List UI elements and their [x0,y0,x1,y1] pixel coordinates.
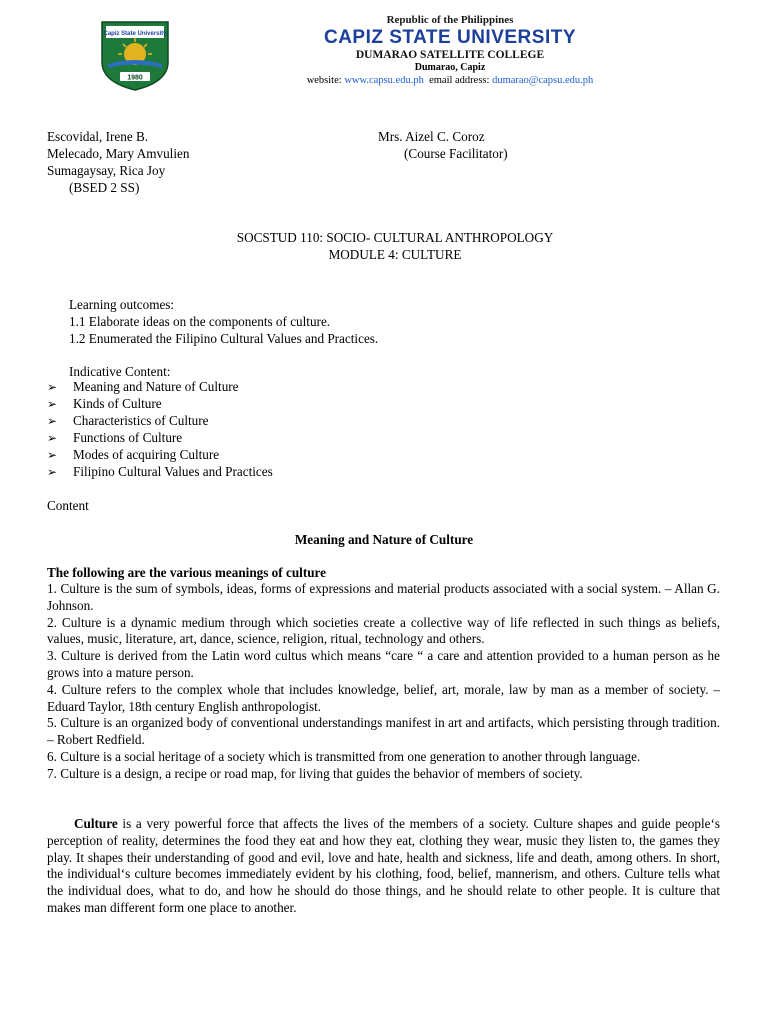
list-item-label: Kinds of Culture [73,395,162,411]
letterhead [230,14,670,87]
logo-year: 1980 [127,74,143,82]
meaning-item-4: 4. Culture refers to the complex whole that includes knowledge, belief, art, morale, law by man as a member of society. – Eduard Taylor, 18th century English anthropologist. [47,681,720,714]
facilitator-name: Mrs. Aizel C. Coroz [378,129,485,144]
town-line: Dumarao, Capiz [414,62,486,73]
list-item-label: Filipino Cultural Values and Practices [73,463,273,479]
meaning-item-3: 3. Culture is derived from the Latin word cultus which means “care “ a care and attention provided to a human person as he grows into a mature person. [47,648,720,680]
list-item [47,378,273,395]
author-2: Melecado, Mary Amvulien [47,146,190,161]
course-title: SOCSTUD 110: SOCIO- CULTURAL ANTHROPOLOGY [236,230,554,245]
list-item-label: Functions of Culture [73,429,183,445]
author-3: Sumagaysay, Rica Joy [47,163,166,178]
indicative-content-heading: Indicative Content: [69,364,171,379]
contact-line [230,74,670,87]
arrow-bullet-icon: ➢ [47,430,58,445]
website-link[interactable]: www.capsu.edu.ph [344,75,424,86]
list-item-label: Characteristics of Culture [73,412,209,428]
arrow-bullet-icon: ➢ [47,447,58,462]
content-label: Content [47,498,89,513]
learning-outcome-2: 1.2 Enumerated the Filipino Cultural Values and Practices. [69,331,379,346]
list-item [47,412,273,429]
indicative-content-list [47,378,273,480]
arrow-bullet-icon: ➢ [47,379,58,394]
republic-line: Republic of the Philippines [386,14,514,26]
meaning-item-7: 7. Culture is a design, a recipe or road map, for living that guides the behavior of members of society. [47,765,583,781]
arrow-bullet-icon: ➢ [47,413,58,428]
meaning-item-5: 5. Culture is an organized body of conventional understandings manifest in art and artifacts, which persisting through tradition. – Robert Redfield. [47,715,720,748]
culture-paragraph [47,816,720,917]
paragraph-lead: Culture [74,816,118,831]
meanings-list [47,581,720,783]
list-item [47,446,273,463]
arrow-bullet-icon: ➢ [47,396,58,411]
list-item [47,463,273,480]
arrow-bullet-icon: ➢ [47,464,58,479]
module-title: MODULE 4: CULTURE [328,247,462,262]
website-label: website: [306,75,345,86]
meaning-item-6: 6. Culture is a social heritage of a society which is transmitted from one generation to another through language. [47,748,641,764]
university-name: CAPIZ STATE UNIVERSITY [323,27,577,48]
list-item-label: Modes of acquiring Culture [73,446,220,462]
meanings-heading: The following are the various meanings of culture [47,565,327,580]
learning-outcome-1: 1.1 Elaborate ideas on the components of culture. [69,314,331,329]
paragraph-body: is a very powerful force that affects the lives of the members of a society. Culture shapes and guide people‘s perception of reality, determines the food they eat and how they eat, clothing they wear, music they listen to, the games they play. It shapes their understanding of good and evil, love and hate, health and sickness, life and death, among others. In short, the individual‘s culture becomes immediately evident by his clothing, food, belief, mannerism, and others. Culture tells what the individual does, what to do, and how he should do those things, and he should relate to other people. It is culture that makes man different form one place to another. [47,816,720,915]
author-1: Escovidal, Irene B. [47,129,149,144]
email-link[interactable]: dumarao@capsu.edu.ph [492,75,594,86]
section-title: Meaning and Nature of Culture [294,532,474,547]
author-section: (BSED 2 SS) [69,180,140,195]
logo-top-text: Capiz State University [103,31,167,37]
list-item-label: Meaning and Nature of Culture [73,378,239,394]
college-name: DUMARAO SATELLITE COLLEGE [355,49,545,61]
facilitator-role: (Course Facilitator) [404,146,508,161]
list-item [47,429,273,446]
learning-outcomes-heading: Learning outcomes: [69,297,175,312]
email-label: email address: [429,75,493,86]
university-seal-logo [98,18,172,92]
meaning-item-1: 1. Culture is the sum of symbols, ideas, forms of expressions and material products associated with a social system. – Allan G. Johnson. [47,581,720,613]
list-item [47,395,273,412]
meaning-item-2: 2. Culture is a dynamic medium through which societies create a collective way of life reflected in such things as beliefs, values, music, literature, art, dance, science, religion, ritual, technology and others. [47,614,720,647]
